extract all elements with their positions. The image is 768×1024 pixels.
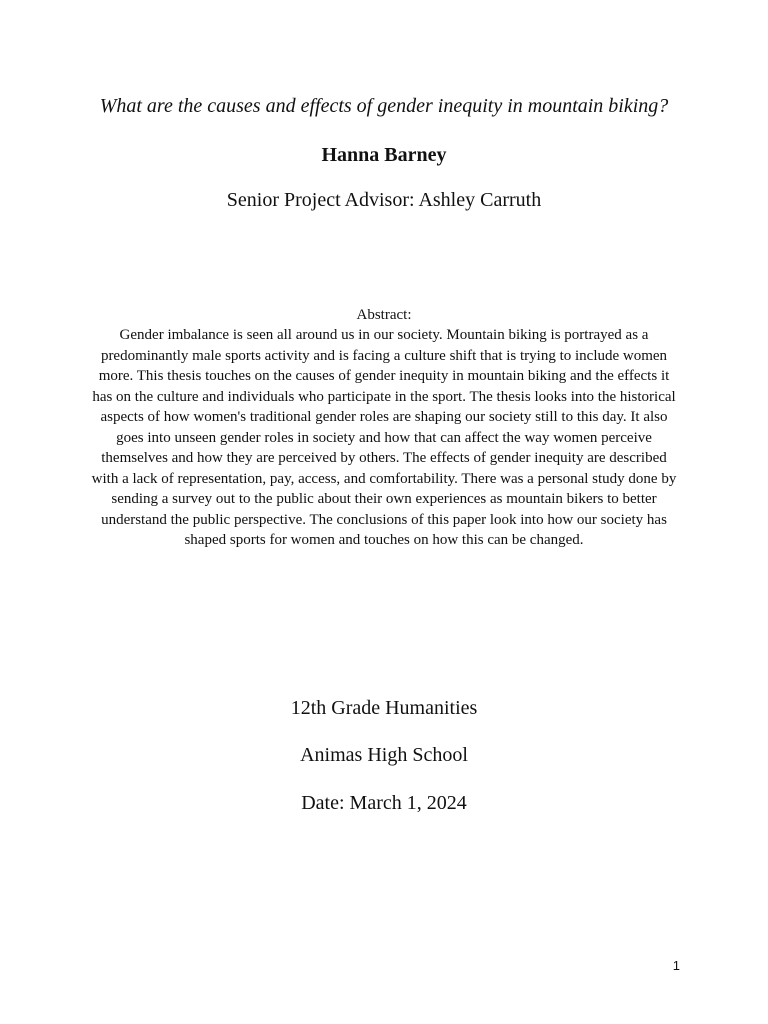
page-number: 1 [672,958,680,973]
abstract-line: Gender imbalance is seen all around us in our society. Mountain biking is portrayed as a [119,327,649,343]
course-name: 12th Grade Humanities [290,697,478,719]
abstract-body [0,325,768,551]
school-name: Animas High School [300,744,468,766]
abstract-line: understand the public perspective. The conclusions of this paper look into how our society has [101,511,667,528]
abstract-line: has on the culture and individuals who participate in the sport. The thesis looks into the historical [92,388,676,405]
abstract-line: aspects of how women's traditional gender roles are shaping our society still to this day. It also [100,409,668,425]
author-name: Hanna Barney [321,144,447,166]
abstract-heading: Abstract: [356,307,412,323]
abstract-line: more. This thesis touches on the causes of gender inequity in mountain biking and the effects it [98,368,670,384]
abstract-line: goes into unseen gender roles in society and how that can affect the way women perceive [116,429,652,446]
advisor-line: Senior Project Advisor: Ashley Carruth [226,189,542,211]
paper-title: What are the causes and effects of gender inequity in mountain biking? [99,95,669,117]
abstract-line: predominantly male sports activity and is facing a culture shift that is trying to include women [100,347,668,364]
abstract-line: shaped sports for women and touches on how this can be changed. [184,532,584,548]
submission-date: Date: March 1, 2024 [301,792,467,814]
abstract-line: with a lack of representation, pay, access, and comfortability. There was a personal study done by [91,470,677,487]
abstract-line: themselves and how they are perceived by others. The effects of gender inequity are described [101,450,667,466]
abstract-line: sending a survey out to the public about their own experiences as mountain bikers to better [111,491,657,507]
